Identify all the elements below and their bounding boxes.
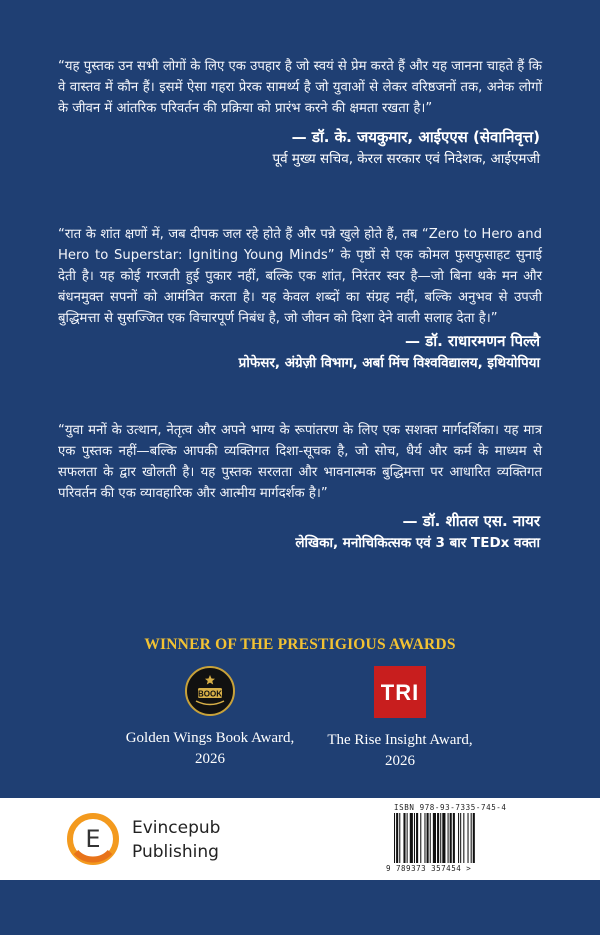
golden-wings-award-logo-icon [185, 666, 235, 716]
barcode-bar [473, 813, 475, 863]
quote-2-name: — डॉ. राधारमणन पिल्लै [404, 332, 540, 350]
barcode-bar [468, 813, 469, 863]
quote-2-role: प्रोफेसर, अंग्रेज़ी विभाग, अर्बा मिंच विश्वविद्यालय, इथियोपिया [238, 355, 540, 371]
award-rise-insight [290, 666, 510, 772]
barcode-bar [460, 813, 461, 863]
award-right-line2: 2026 [385, 753, 415, 769]
barcode-bar [471, 813, 472, 863]
barcode-bar [458, 813, 459, 863]
publisher-line1: Evincepub [132, 818, 221, 838]
barcode-bar [420, 813, 421, 863]
evincepub-logo-icon [66, 812, 120, 866]
barcode-bar [414, 813, 415, 863]
quote-3-attribution [295, 510, 540, 554]
barcode-bar [410, 813, 413, 863]
isbn-text: ISBN 978-93-7335-745-4 [394, 803, 507, 812]
barcode-bar [416, 813, 418, 863]
barcode-bar [394, 813, 395, 863]
svg-text:E: E [85, 825, 101, 853]
barcode-bar [442, 813, 445, 863]
quote-1-role: पूर्व मुख्य सचिव, केरल सरकार एवं निदेशक, आईएमजी [272, 151, 540, 167]
award-left-line1: Golden Wings Book Award, [125, 730, 295, 746]
barcode-bar [448, 813, 449, 863]
barcode-bar [430, 813, 431, 863]
barcode-bar [403, 813, 405, 863]
publisher-line2: Publishing [132, 842, 219, 862]
quote-2-attribution [239, 330, 540, 374]
barcode-bar [437, 813, 439, 863]
barcode-bar [424, 813, 425, 863]
barcode-bar [399, 813, 400, 863]
barcode-bar [440, 813, 441, 863]
quote-3-name: — डॉ. शीतल एस. नायर [402, 512, 540, 530]
barcode-bar [450, 813, 452, 863]
tri-logo-text: TRI [380, 679, 420, 705]
barcode-bar [427, 813, 429, 863]
awards-heading: WINNER OF THE PRESTIGIOUS AWARDS [144, 636, 456, 653]
quote-1-name: — डॉ. के. जयकुमार, आईएएस (सेवानिवृत्त) [291, 128, 540, 146]
barcode-icon [394, 813, 524, 863]
quote-3-role: लेखिका, मनोचिकित्सक एवं 3 बार TEDx वक्ता [295, 535, 540, 551]
svg-text:BOOK: BOOK [198, 689, 222, 699]
barcode-bar [453, 813, 455, 863]
barcode-bar [396, 813, 398, 863]
award-right-line1: The Rise Insight Award, [327, 732, 473, 748]
quote-3-text: “युवा मनों के उत्थान, नेतृत्व और अपने भाग्य के रूपांतरण के लिए एक सशक्त मार्गदर्शिका। यह मात्र एक पुस्तक नहीं—बल्कि आपकी व्यक्तिगत दिशा-सूचक है, जो सोच, धैर्य और कर्म के माध्यम से सफलता के द्वार खोलती है। यह पुस्तक सरलता और भावनात्मक बुद्धिमत्ता पर आधारित व्यक्तिगत परिवर्तन की एक व्यावहारिक और आत्मीय मार्गदर्शक है।” [58, 423, 542, 501]
publisher-name [132, 816, 220, 864]
barcode-bar [433, 813, 436, 863]
quote-2-text: “रात के शांत क्षणों में, जब दीपक जल रहे होते हैं और पन्ने खुले होते हैं, तब “Zero to Hero and Hero to Superstar: Igniting Young Minds” के पृष्ठों से एक कोमल फुसफुसाहट सुनाई देती है। यह कोई गरजती हुई पुकार नहीं, बल्कि एक शांत, निरंतर स्वर है—जो बिना थके मन और बंधनमुक्त सपनों को आमंत्रित करता है। यह केवल शब्दों का संग्रह नहीं, बल्कि अनुभव से उपजी बुद्धिमत्ता से सुसज्जित एक विचारपूर्ण निबंध है, जो जीवन को दिशा देने वाली सलाह देता है।” [58, 227, 542, 326]
quote-1-text: “यह पुस्तक उन सभी लोगों के लिए एक उपहार है जो स्वयं से प्रेम करते हैं और यह जानना चाहते हैं कि वे वास्तव में कौन हैं। इसमें ऐसा गहरा प्रेरक सामर्थ्य है जो युवाओं से लेकर वरिष्ठजनों तक, अनेक लोगों के जीवन में आंतरिक परिवर्तन की प्रक्रिया को प्रारंभ करने की क्षमता रखता है।” [58, 59, 542, 116]
award-left-line2: 2026 [195, 751, 225, 767]
barcode-bar [463, 813, 464, 863]
award-golden-wings [100, 666, 320, 770]
barcode-digits: 9 789373 357454 > [386, 864, 472, 873]
quote-1-attribution [272, 126, 540, 170]
barcode-bar [407, 813, 408, 863]
tri-award-logo-icon [374, 666, 426, 718]
